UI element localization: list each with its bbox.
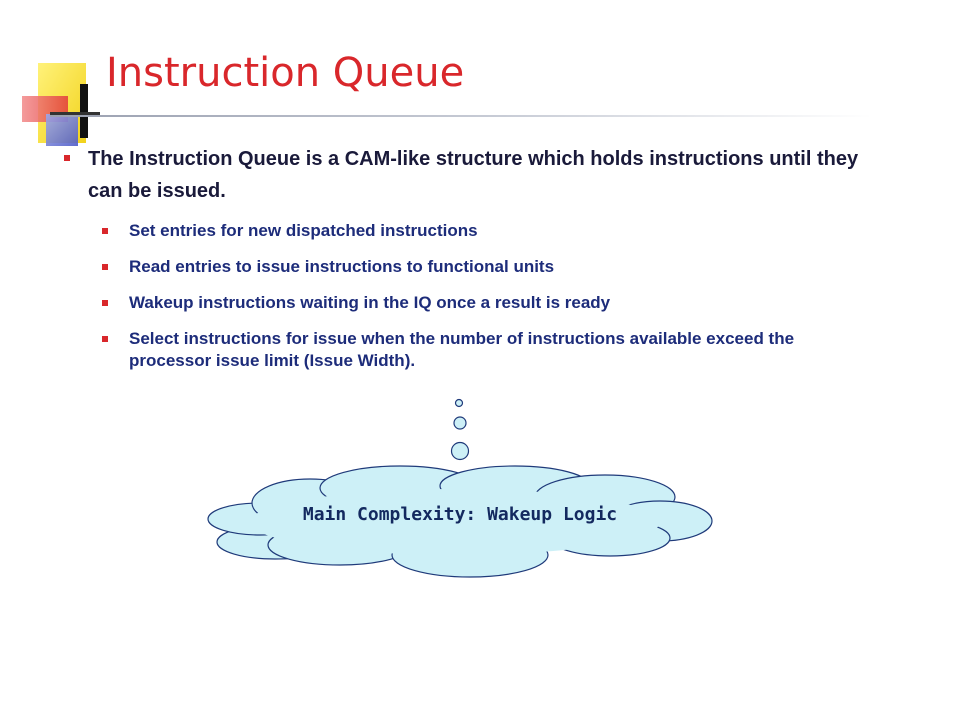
callout-text: Main Complexity: Wakeup Logic xyxy=(302,504,618,525)
sub-bullet xyxy=(102,292,862,314)
thought-bubble-medium xyxy=(454,417,466,429)
slide-logo xyxy=(0,0,120,160)
thought-bubble-small xyxy=(456,400,463,407)
main-bullet-text: The Instruction Queue is a CAM-like structure which holds instructions until they can be issued. xyxy=(88,148,859,202)
bullet-marker xyxy=(64,155,70,161)
sub-bullet xyxy=(102,220,862,242)
sub-bullet xyxy=(102,328,862,372)
sub-bullet-text: Read entries to issue instructions to functional units xyxy=(129,257,555,276)
sub-bullet-text: Wakeup instructions waiting in the IQ once a result is ready xyxy=(129,293,611,312)
thought-cloud xyxy=(200,390,720,590)
title-divider xyxy=(50,115,872,117)
bullet-marker xyxy=(102,228,108,234)
slide-title: Instruction Queue xyxy=(106,50,465,96)
bullet-marker xyxy=(102,264,108,270)
thought-bubble-large xyxy=(452,443,469,460)
bullet-marker xyxy=(102,300,108,306)
sub-bullet-list xyxy=(102,220,862,386)
sub-bullet-text: Set entries for new dispatched instructions xyxy=(129,221,478,240)
sub-bullet xyxy=(102,256,862,278)
bullet-marker xyxy=(102,336,108,342)
sub-bullet-text: Select instructions for issue when the number of instructions available exceed the processor issue limit (Issue Width). xyxy=(129,329,795,370)
main-bullet xyxy=(64,143,864,207)
